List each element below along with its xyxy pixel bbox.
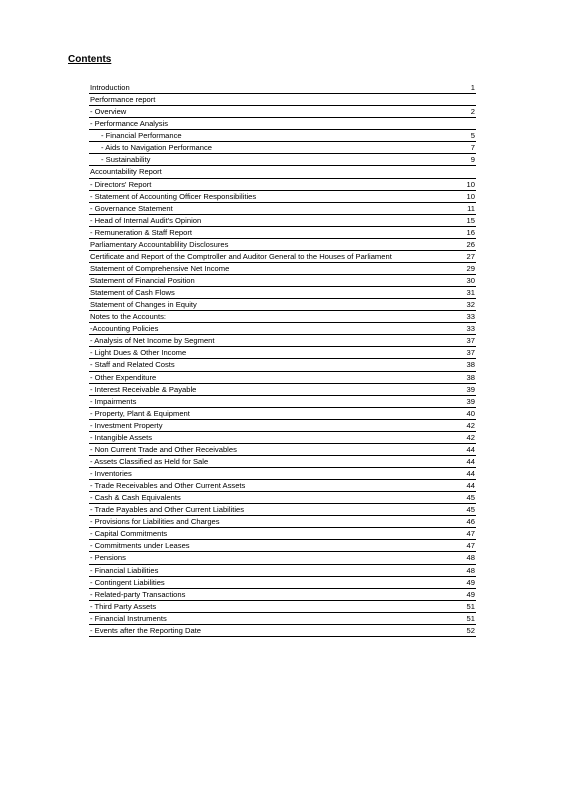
toc-entry-label: - Head of Internal Audit's Opinion bbox=[89, 214, 444, 226]
toc-entry-label: - Assets Classified as Held for Sale bbox=[89, 455, 444, 467]
toc-entry-page: 45 bbox=[444, 504, 476, 516]
toc-row[interactable] bbox=[89, 480, 476, 492]
toc-entry-label: - Financial Performance bbox=[89, 130, 444, 142]
toc-entry-label: - Related-party Transactions bbox=[89, 588, 444, 600]
contents-body bbox=[89, 82, 476, 636]
toc-row[interactable] bbox=[89, 323, 476, 335]
toc-entry-label: -Accounting Policies bbox=[89, 323, 444, 335]
toc-entry-page: 38 bbox=[444, 371, 476, 383]
toc-entry-page: 48 bbox=[444, 564, 476, 576]
toc-row[interactable] bbox=[89, 190, 476, 202]
toc-row[interactable] bbox=[89, 154, 476, 166]
toc-entry-page: 10 bbox=[444, 178, 476, 190]
toc-entry-label: - Other Expenditure bbox=[89, 371, 444, 383]
toc-entry-label: Notes to the Accounts: bbox=[89, 311, 444, 323]
toc-row[interactable] bbox=[89, 359, 476, 371]
toc-entry-page: 42 bbox=[444, 431, 476, 443]
toc-entry-page: 5 bbox=[444, 130, 476, 142]
toc-entry-label: - Staff and Related Costs bbox=[89, 359, 444, 371]
toc-row[interactable] bbox=[89, 202, 476, 214]
toc-entry-page: 46 bbox=[444, 516, 476, 528]
toc-row[interactable] bbox=[89, 262, 476, 274]
toc-row[interactable] bbox=[89, 226, 476, 238]
toc-row[interactable] bbox=[89, 552, 476, 564]
toc-entry-page: 44 bbox=[444, 480, 476, 492]
toc-row[interactable] bbox=[89, 624, 476, 636]
toc-entry-page: 40 bbox=[444, 407, 476, 419]
toc-row[interactable] bbox=[89, 528, 476, 540]
toc-entry-page: 27 bbox=[444, 250, 476, 262]
toc-row[interactable] bbox=[89, 130, 476, 142]
toc-entry-label: - Light Dues & Other Income bbox=[89, 347, 444, 359]
toc-entry-label: - Commitments under Leases bbox=[89, 540, 444, 552]
toc-entry-label: - Governance Statement bbox=[89, 202, 444, 214]
toc-entry-page: 16 bbox=[444, 226, 476, 238]
toc-entry-page: 42 bbox=[444, 419, 476, 431]
toc-row[interactable] bbox=[89, 311, 476, 323]
toc-entry-label: - Capital Commitments bbox=[89, 528, 444, 540]
toc-entry-page: 32 bbox=[444, 299, 476, 311]
toc-entry-page: 44 bbox=[444, 468, 476, 480]
toc-row[interactable] bbox=[89, 443, 476, 455]
toc-entry-label: - Contingent Liabilities bbox=[89, 576, 444, 588]
toc-entry-page: 15 bbox=[444, 214, 476, 226]
page-title: Contents bbox=[68, 54, 112, 65]
toc-entry-page: 39 bbox=[444, 383, 476, 395]
toc-entry-page: 48 bbox=[444, 552, 476, 564]
toc-entry-page: 45 bbox=[444, 492, 476, 504]
toc-entry-page: 44 bbox=[444, 443, 476, 455]
toc-entry-label: - Non Current Trade and Other Receivables bbox=[89, 443, 444, 455]
toc-entry-label: - Overview bbox=[89, 106, 444, 118]
toc-row[interactable] bbox=[89, 612, 476, 624]
toc-row[interactable] bbox=[89, 275, 476, 287]
toc-entry-page: 51 bbox=[444, 600, 476, 612]
toc-row[interactable] bbox=[89, 118, 476, 130]
toc-entry-label: - Inventories bbox=[89, 468, 444, 480]
toc-entry-label: - Aids to Navigation Performance bbox=[89, 142, 444, 154]
toc-entry-label: - Directors' Report bbox=[89, 178, 444, 190]
toc-row[interactable] bbox=[89, 407, 476, 419]
toc-entry-label: Introduction bbox=[89, 82, 444, 94]
toc-row[interactable] bbox=[89, 419, 476, 431]
toc-entry-label: - Sustainability bbox=[89, 154, 444, 166]
toc-entry-label: - Financial Instruments bbox=[89, 612, 444, 624]
toc-entry-page: 39 bbox=[444, 395, 476, 407]
toc-row[interactable] bbox=[89, 142, 476, 154]
toc-entry-label: - Trade Payables and Other Current Liabilities bbox=[89, 504, 444, 516]
toc-entry-label: Accountability Report bbox=[89, 166, 444, 178]
toc-row[interactable] bbox=[89, 371, 476, 383]
toc-entry-page bbox=[444, 166, 476, 178]
toc-entry-label: - Remuneration & Staff Report bbox=[89, 226, 444, 238]
toc-row[interactable] bbox=[89, 82, 476, 94]
toc-entry-page: 9 bbox=[444, 154, 476, 166]
toc-entry-page: 38 bbox=[444, 359, 476, 371]
toc-entry-label: - Analysis of Net Income by Segment bbox=[89, 335, 444, 347]
toc-row[interactable] bbox=[89, 600, 476, 612]
toc-row[interactable] bbox=[89, 299, 476, 311]
toc-row[interactable] bbox=[89, 287, 476, 299]
toc-entry-label: - Property, Plant & Equipment bbox=[89, 407, 444, 419]
toc-entry-label: - Performance Analysis bbox=[89, 118, 444, 130]
toc-row[interactable] bbox=[89, 383, 476, 395]
toc-row[interactable] bbox=[89, 564, 476, 576]
toc-row[interactable] bbox=[89, 347, 476, 359]
toc-entry-page bbox=[444, 118, 476, 130]
toc-entry-label: - Impairments bbox=[89, 395, 444, 407]
toc-row[interactable] bbox=[89, 576, 476, 588]
toc-entry-label: - Pensions bbox=[89, 552, 444, 564]
toc-entry-label: Statement of Comprehensive Net Income bbox=[89, 262, 444, 274]
toc-row[interactable] bbox=[89, 106, 476, 118]
toc-entry-page: 37 bbox=[444, 347, 476, 359]
toc-entry-page: 33 bbox=[444, 323, 476, 335]
toc-row[interactable] bbox=[89, 335, 476, 347]
toc-entry-page: 47 bbox=[444, 540, 476, 552]
toc-entry-label: - Investment Property bbox=[89, 419, 444, 431]
toc-entry-label: - Trade Receivables and Other Current Assets bbox=[89, 480, 444, 492]
toc-entry-page: 37 bbox=[444, 335, 476, 347]
toc-entry-page: 51 bbox=[444, 612, 476, 624]
toc-entry-page bbox=[444, 94, 476, 106]
toc-row[interactable] bbox=[89, 588, 476, 600]
toc-entry-page: 33 bbox=[444, 311, 476, 323]
toc-entry-page: 11 bbox=[444, 202, 476, 214]
toc-entry-page: 30 bbox=[444, 275, 476, 287]
toc-entry-page: 7 bbox=[444, 142, 476, 154]
toc-row[interactable] bbox=[89, 238, 476, 250]
toc-entry-page: 26 bbox=[444, 238, 476, 250]
toc-entry-label: Statement of Changes in Equity bbox=[89, 299, 444, 311]
toc-row[interactable] bbox=[89, 468, 476, 480]
toc-entry-page: 10 bbox=[444, 190, 476, 202]
toc-row[interactable] bbox=[89, 492, 476, 504]
toc-entry-label: Statement of Financial Position bbox=[89, 275, 444, 287]
toc-entry-label: Performance report bbox=[89, 94, 444, 106]
toc-row[interactable] bbox=[89, 395, 476, 407]
toc-entry-label: Parliamentary Accountablility Disclosures bbox=[89, 238, 444, 250]
toc-entry-page: 49 bbox=[444, 576, 476, 588]
toc-entry-page: 52 bbox=[444, 624, 476, 636]
toc-entry-label: Certificate and Report of the Comptroller and Auditor General to the Houses of Parliament bbox=[89, 250, 444, 262]
toc-row[interactable] bbox=[89, 516, 476, 528]
toc-entry-page: 31 bbox=[444, 287, 476, 299]
toc-entry-label: Statement of Cash Flows bbox=[89, 287, 444, 299]
toc-entry-page: 29 bbox=[444, 262, 476, 274]
toc-entry-page: 1 bbox=[444, 82, 476, 94]
toc-entry-page: 49 bbox=[444, 588, 476, 600]
toc-entry-page: 47 bbox=[444, 528, 476, 540]
toc-row[interactable] bbox=[89, 94, 476, 106]
toc-row[interactable] bbox=[89, 166, 476, 178]
toc-entry-page: 44 bbox=[444, 455, 476, 467]
toc-entry-label: - Financial Liabilities bbox=[89, 564, 444, 576]
toc-row[interactable] bbox=[89, 214, 476, 226]
toc-row[interactable] bbox=[89, 431, 476, 443]
toc-entry-label: - Provisions for Liabilities and Charges bbox=[89, 516, 444, 528]
toc-row[interactable] bbox=[89, 250, 476, 262]
toc-entry-label: - Interest Receivable & Payable bbox=[89, 383, 444, 395]
toc-entry-page: 2 bbox=[444, 106, 476, 118]
toc-row[interactable] bbox=[89, 504, 476, 516]
toc-row[interactable] bbox=[89, 540, 476, 552]
toc-entry-label: - Cash & Cash Equivalents bbox=[89, 492, 444, 504]
toc-entry-label: - Statement of Accounting Officer Responsibilities bbox=[89, 190, 444, 202]
toc-row[interactable] bbox=[89, 455, 476, 467]
toc-row[interactable] bbox=[89, 178, 476, 190]
toc-entry-label: - Intangible Assets bbox=[89, 431, 444, 443]
toc-entry-label: - Third Party Assets bbox=[89, 600, 444, 612]
toc-entry-label: - Events after the Reporting Date bbox=[89, 624, 444, 636]
contents-table bbox=[89, 82, 476, 637]
